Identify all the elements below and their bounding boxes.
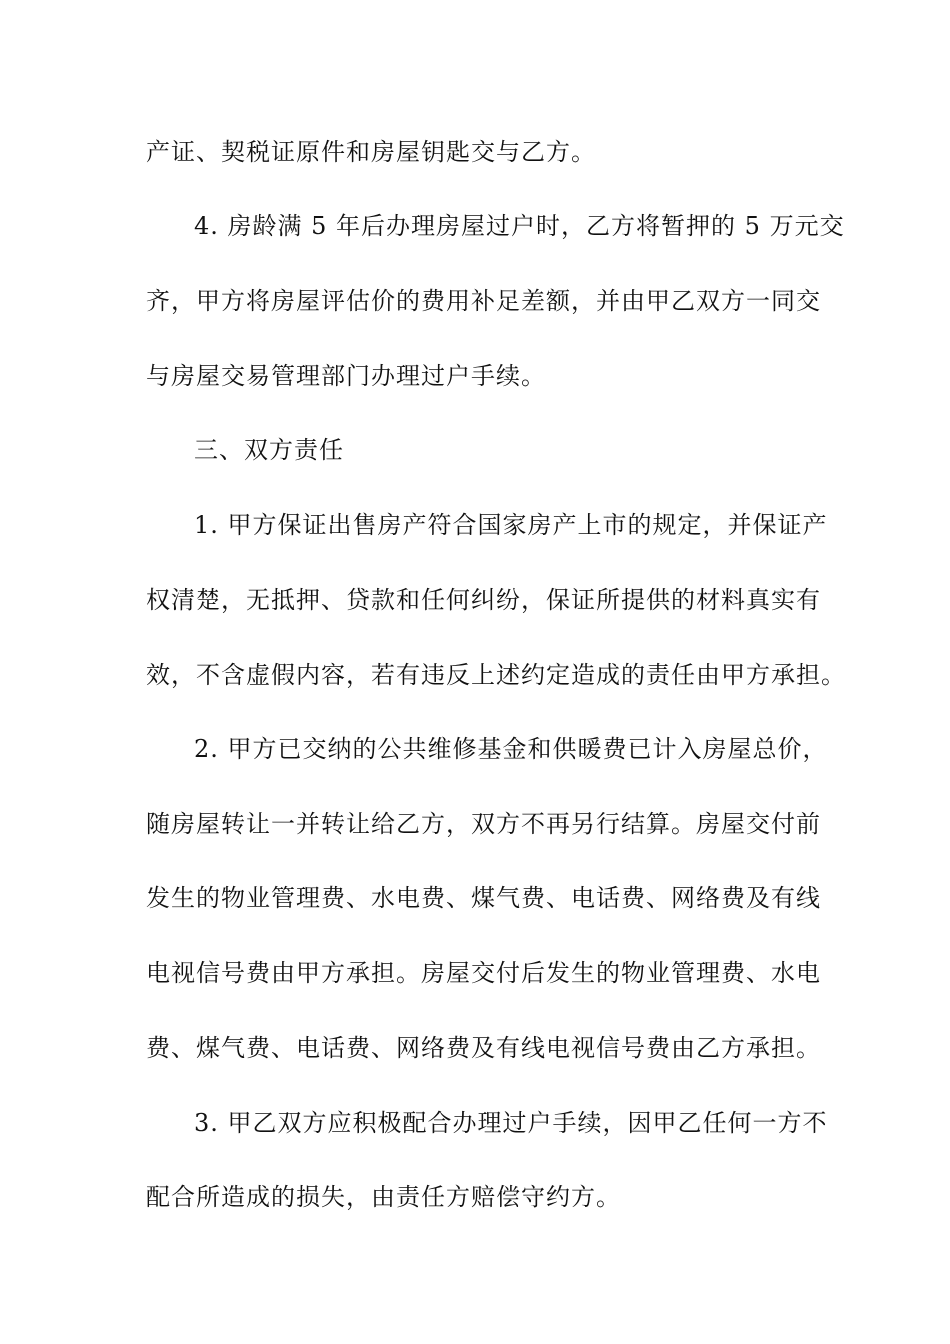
clause-3-3-first-line: 3. 甲乙双方应积极配合办理过户手续，因甲乙任何一方不 [194,1109,828,1137]
clause-2-4-first-line: 4. 房龄满 5 年后办理房屋过户时，乙方将暂押的 5 万元交 [194,212,845,240]
clause-3-1-first-line: 1. 甲方保证出售房产符合国家房产上市的规定，并保证产 [194,511,828,539]
text-line: 随房屋转让一并转让给乙方，双方不再另行结算。房屋交付前 [146,810,821,838]
text-line: 发生的物业管理费、水电费、煤气费、电话费、网络费及有线 [146,884,821,912]
section-heading: 三、双方责任 [194,436,344,464]
text-line: 效，不含虚假内容，若有违反上述约定造成的责任由甲方承担。 [146,661,846,689]
text-line: 配合所造成的损失，由责任方赔偿守约方。 [146,1183,621,1211]
text-line: 产证、契税证原件和房屋钥匙交与乙方。 [146,138,596,166]
text-line: 齐，甲方将房屋评估价的费用补足差额，并由甲乙双方一同交 [146,287,821,315]
text-line: 权清楚，无抵押、贷款和任何纠纷，保证所提供的材料真实有 [146,586,821,614]
text-line: 电视信号费由甲方承担。房屋交付后发生的物业管理费、水电 [146,959,821,987]
clause-3-2-first-line: 2. 甲方已交纳的公共维修基金和供暖费已计入房屋总价， [194,735,828,763]
text-line: 费、煤气费、电话费、网络费及有线电视信号费由乙方承担。 [146,1034,821,1062]
text-line: 与房屋交易管理部门办理过户手续。 [146,362,546,390]
